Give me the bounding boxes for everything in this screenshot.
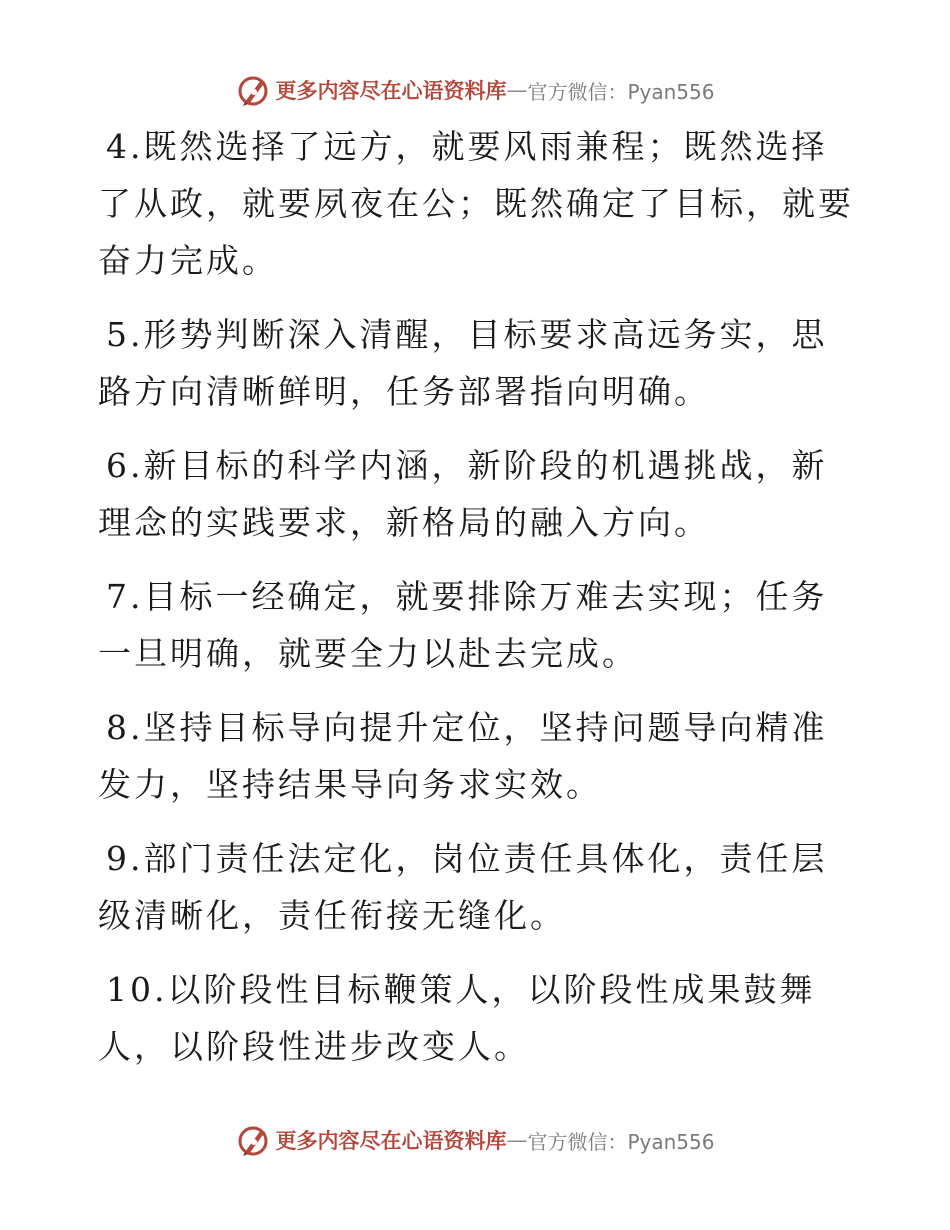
banner-dash: — <box>506 1128 528 1152</box>
document-body <box>98 118 858 1092</box>
banner-site-name: 更多内容尽在心语资料库 <box>275 1128 507 1153</box>
pen-circle-logo-icon <box>235 72 271 108</box>
paragraph-10: 10.以阶段性目标鞭策人，以阶段性成果鼓舞人，以阶段性进步改变人。 <box>98 970 816 1066</box>
paragraph-4: 4.既然选择了远方，就要风雨兼程；既然选择了从政，就要夙夜在公；既然确定了目标，就要奋力完成。 <box>98 127 854 280</box>
paragraph-7: 7.目标一经确定，就要排除万难去实现；任务一旦明确，就要全力以赴去完成。 <box>98 577 828 673</box>
header-watermark-banner <box>0 70 950 110</box>
paragraph-8: 8.坚持目标导向提升定位，坚持问题导向精准发力，坚持结果导向务求实效。 <box>98 708 828 804</box>
banner-wechat-id: 官方微信：Pyan556 <box>527 1129 715 1154</box>
banner-dash: — <box>506 78 528 102</box>
paragraph-6: 6.新目标的科学内涵，新阶段的机遇挑战，新理念的实践要求，新格局的融入方向。 <box>98 446 828 542</box>
paragraph-5: 5.形势判断深入清醒，目标要求高远务实，思路方向清晰鲜明，任务部署指向明确。 <box>98 315 828 411</box>
banner-wechat-id: 官方微信：Pyan556 <box>527 79 715 104</box>
banner-site-name: 更多内容尽在心语资料库 <box>275 78 507 103</box>
paragraph-9: 9.部门责任法定化，岗位责任具体化，责任层级清晰化，责任衔接无缝化。 <box>98 839 828 935</box>
pen-circle-logo-icon <box>235 1122 271 1158</box>
footer-watermark-banner <box>0 1120 950 1160</box>
